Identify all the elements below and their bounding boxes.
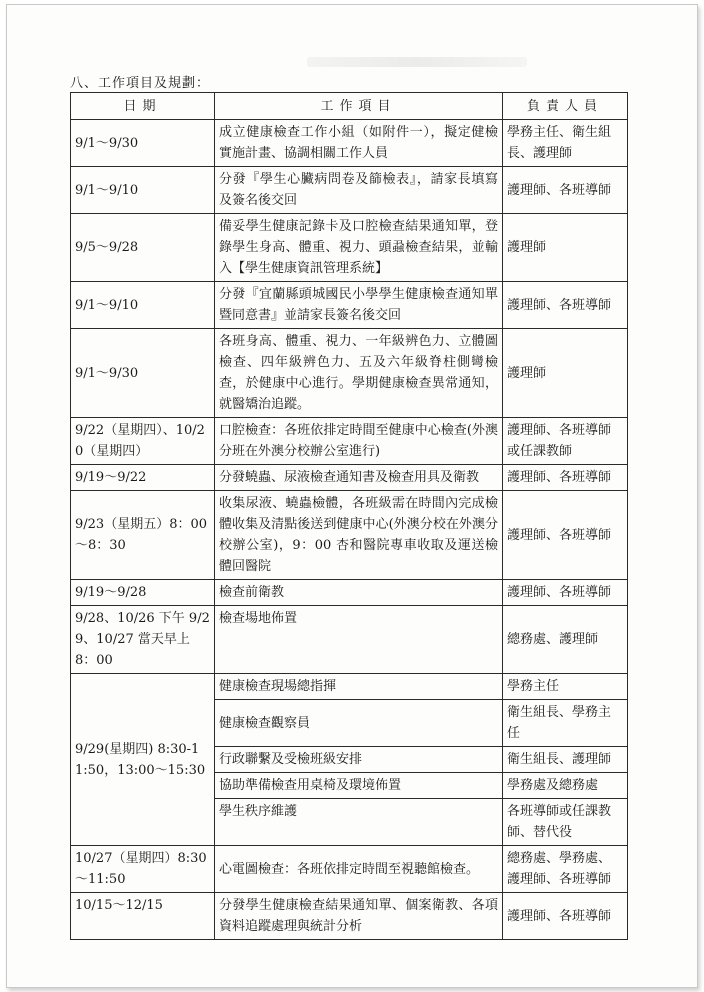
responsible-cell: 護理師、各班導師 (503, 167, 628, 214)
table-row (71, 580, 628, 606)
date-cell: 9/19～9/28 (71, 580, 215, 606)
task-cell: 各班身高、體重、視力、一年級辨色力、立體圖檢查、四年級辨色力、五及六年級脊柱側彎檢查，於健康中心進行。學期健康檢查異常通知，就醫矯治追蹤。 (215, 329, 503, 418)
date-cell: 9/29(星期四) 8:30-11:50，13:00～15:30 (71, 674, 215, 846)
header-date: 日期 (71, 93, 215, 120)
task-cell: 分發『宜蘭縣頭城國民小學學生健康檢查通知單暨同意書』並請家長簽名後交回 (215, 282, 503, 329)
date-cell: 9/28、10/26 下午 9/29、10/27 當天早上 8：00 (71, 606, 215, 674)
responsible-cell: 衛生組長、學務主任 (503, 700, 628, 747)
date-cell: 10/27（星期四）8:30～11:50 (71, 846, 215, 893)
date-cell: 9/1～9/10 (71, 282, 215, 329)
responsible-cell: 護理師 (503, 329, 628, 418)
table-row (71, 418, 628, 465)
responsible-cell: 各班導師或任課教師、替代役 (503, 799, 628, 846)
work-plan-table (70, 92, 628, 940)
header-task: 工作項目 (215, 93, 503, 120)
task-cell: 檢查前衛教 (215, 580, 503, 606)
task-cell: 檢查場地佈置 (215, 606, 503, 674)
section-title: 八、工作項目及規劃： (70, 76, 211, 91)
table-row (71, 214, 628, 282)
task-cell: 協助準備檢查用桌椅及環境佈置 (215, 773, 503, 799)
task-cell: 成立健康檢查工作小組（如附件一），擬定健檢實施計畫、協調相關工作人員 (215, 120, 503, 167)
task-cell: 備妥學生健康記錄卡及口腔檢查結果通知單，登錄學生身高、體重、視力、頭蝨檢查結果，並輸入【學生健康資訊管理系統】 (215, 214, 503, 282)
task-cell: 分發蟯蟲、尿液檢查通知書及檢查用具及衛教 (215, 465, 503, 491)
responsible-cell: 護理師、各班導師 (503, 491, 628, 580)
responsible-cell: 護理師、各班導師 (503, 893, 628, 940)
task-cell: 口腔檢查：各班依排定時間至健康中心檢查(外澳分班在外澳分校辦公室進行) (215, 418, 503, 465)
table-row (71, 329, 628, 418)
header-responsible: 負責人員 (503, 93, 628, 120)
table-row (71, 491, 628, 580)
date-cell: 9/5～9/28 (71, 214, 215, 282)
table-row (71, 120, 628, 167)
task-cell: 收集尿液、蟯蟲檢體，各班級需在時間內完成檢體收集及清點後送到健康中心(外澳分校在外澳分校辦公室)，9：00 杏和醫院專車收取及運送檢體回醫院 (215, 491, 503, 580)
task-cell: 分發學生健康檢查結果通知單、個案衛教、各項資料追蹤處理與統計分析 (215, 893, 503, 940)
date-cell: 9/19～9/22 (71, 465, 215, 491)
task-cell: 學生秩序維護 (215, 799, 503, 846)
responsible-cell: 護理師 (503, 214, 628, 282)
task-cell: 健康檢查觀察員 (215, 700, 503, 747)
table-row (71, 674, 628, 700)
date-cell: 9/1～9/30 (71, 329, 215, 418)
table-row (71, 167, 628, 214)
responsible-cell: 護理師、各班導師 (503, 282, 628, 329)
date-cell: 10/15～12/15 (71, 893, 215, 940)
responsible-cell: 衛生組長、護理師 (503, 747, 628, 773)
responsible-cell: 總務處、學務處、護理師、各班導師 (503, 846, 628, 893)
table-row (71, 606, 628, 674)
task-cell: 心電圖檢查：各班依排定時間至視聽館檢查。 (215, 846, 503, 893)
responsible-cell: 總務處、護理師 (503, 606, 628, 674)
task-cell: 分發『學生心臟病問卷及篩檢表』，請家長填寫及簽名後交回 (215, 167, 503, 214)
responsible-cell: 學務主任、衛生組長、護理師 (503, 120, 628, 167)
responsible-cell: 護理師、各班導師或任課教師 (503, 418, 628, 465)
task-cell: 行政聯繫及受檢班級安排 (215, 747, 503, 773)
responsible-cell: 護理師、各班導師 (503, 580, 628, 606)
table-row (71, 846, 628, 893)
responsible-cell: 護理師、各班導師 (503, 465, 628, 491)
task-cell: 健康檢查現場總指揮 (215, 674, 503, 700)
table-row (71, 893, 628, 940)
date-cell: 9/1～9/30 (71, 120, 215, 167)
table-header-row (71, 93, 628, 120)
table-row (71, 282, 628, 329)
responsible-cell: 學務處及總務處 (503, 773, 628, 799)
date-cell: 9/1～9/10 (71, 167, 215, 214)
faded-header-bleed (307, 57, 527, 67)
date-cell: 9/23（星期五）8：00～8：30 (71, 491, 215, 580)
responsible-cell: 學務主任 (503, 674, 628, 700)
table-row (71, 465, 628, 491)
date-cell: 9/22（星期四）、10/20（星期四） (71, 418, 215, 465)
